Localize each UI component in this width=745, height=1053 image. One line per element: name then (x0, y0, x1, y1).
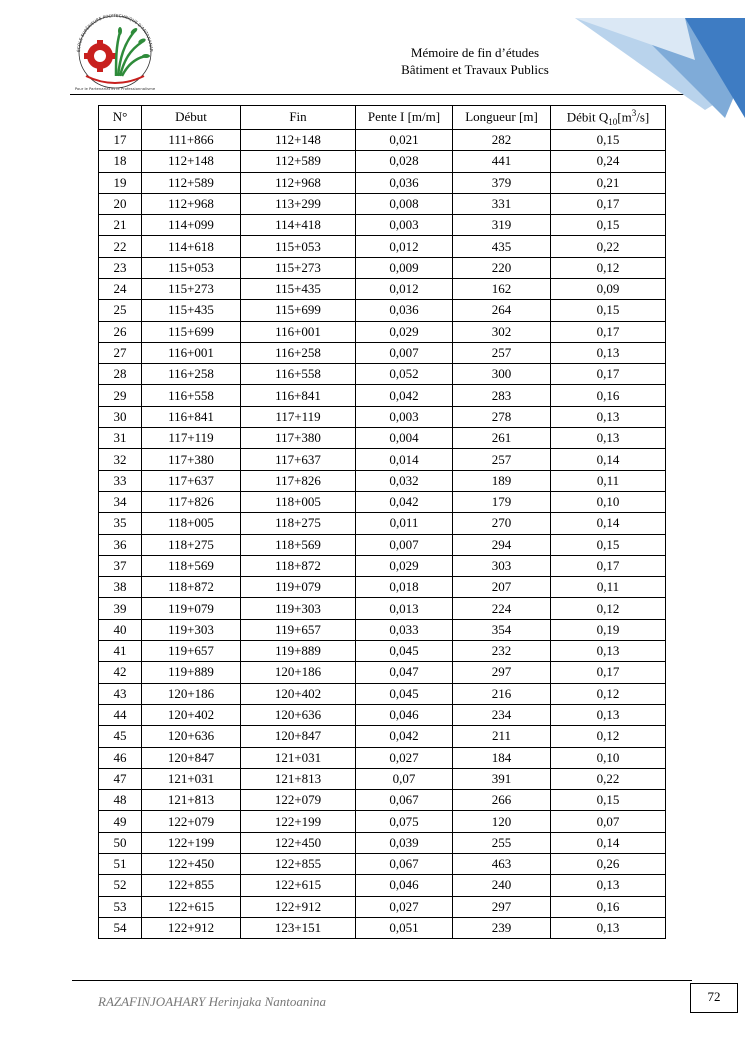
cell-end: 121+031 (241, 747, 356, 768)
cell-start: 115+273 (142, 279, 241, 300)
cell-end: 121+813 (241, 768, 356, 789)
cell-flow: 0,15 (551, 534, 666, 555)
cell-length: 297 (453, 896, 551, 917)
cell-start: 116+558 (142, 385, 241, 406)
cell-length: 184 (453, 747, 551, 768)
cell-start: 119+657 (142, 641, 241, 662)
cell-slope: 0,042 (356, 491, 453, 512)
table-row (99, 513, 666, 534)
table-row (99, 449, 666, 470)
table-row (99, 577, 666, 598)
cell-number: 18 (99, 151, 142, 172)
cell-slope: 0,045 (356, 641, 453, 662)
cell-length: 379 (453, 172, 551, 193)
cell-start: 120+402 (142, 704, 241, 725)
cell-length: 297 (453, 662, 551, 683)
cell-number: 34 (99, 491, 142, 512)
cell-start: 111+866 (142, 129, 241, 150)
cell-number: 37 (99, 555, 142, 576)
cell-end: 119+303 (241, 598, 356, 619)
cell-flow: 0,12 (551, 257, 666, 278)
cell-flow: 0,24 (551, 151, 666, 172)
cell-end: 120+636 (241, 704, 356, 725)
footer-divider (72, 980, 692, 981)
cell-flow: 0,26 (551, 854, 666, 875)
table-row (99, 534, 666, 555)
cell-slope: 0,07 (356, 768, 453, 789)
cell-flow: 0,22 (551, 236, 666, 257)
cell-slope: 0,067 (356, 790, 453, 811)
cell-number: 42 (99, 662, 142, 683)
cell-flow: 0,11 (551, 577, 666, 598)
cell-number: 39 (99, 598, 142, 619)
table-row (99, 193, 666, 214)
cell-length: 300 (453, 364, 551, 385)
cell-flow: 0,21 (551, 172, 666, 193)
cell-slope: 0,051 (356, 917, 453, 938)
document-header (370, 44, 580, 78)
cell-flow: 0,10 (551, 747, 666, 768)
cell-slope: 0,036 (356, 172, 453, 193)
cell-start: 122+199 (142, 832, 241, 853)
cell-end: 122+912 (241, 896, 356, 917)
table-row (99, 129, 666, 150)
cell-length: 294 (453, 534, 551, 555)
cell-number: 31 (99, 428, 142, 449)
cell-number: 35 (99, 513, 142, 534)
cell-slope: 0,075 (356, 811, 453, 832)
cell-start: 112+589 (142, 172, 241, 193)
cell-flow: 0,17 (551, 662, 666, 683)
cell-slope: 0,007 (356, 342, 453, 363)
cell-flow: 0,09 (551, 279, 666, 300)
cell-start: 120+636 (142, 726, 241, 747)
cell-length: 282 (453, 129, 551, 150)
cell-slope: 0,052 (356, 364, 453, 385)
cell-end: 117+826 (241, 470, 356, 491)
cell-start: 115+435 (142, 300, 241, 321)
cell-start: 122+615 (142, 896, 241, 917)
cell-end: 120+186 (241, 662, 356, 683)
cell-start: 117+380 (142, 449, 241, 470)
table-row (99, 257, 666, 278)
cell-length: 120 (453, 811, 551, 832)
cell-slope: 0,027 (356, 896, 453, 917)
cell-start: 112+968 (142, 193, 241, 214)
cell-flow: 0,10 (551, 491, 666, 512)
cell-number: 43 (99, 683, 142, 704)
cell-start: 121+031 (142, 768, 241, 789)
cell-end: 118+569 (241, 534, 356, 555)
cell-slope: 0,045 (356, 683, 453, 704)
cell-slope: 0,003 (356, 406, 453, 427)
cell-number: 23 (99, 257, 142, 278)
cell-flow: 0,17 (551, 321, 666, 342)
cell-flow: 0,11 (551, 470, 666, 491)
table-row (99, 215, 666, 236)
header-line-1: Mémoire de fin d’études (410, 45, 540, 60)
cell-flow: 0,14 (551, 513, 666, 534)
table-row (99, 811, 666, 832)
cell-slope: 0,012 (356, 279, 453, 300)
cell-end: 116+258 (241, 342, 356, 363)
col-header-length: Longueur [m] (453, 106, 551, 130)
cell-slope: 0,027 (356, 747, 453, 768)
cell-number: 28 (99, 364, 142, 385)
cell-end: 120+847 (241, 726, 356, 747)
cell-number: 41 (99, 641, 142, 662)
cell-length: 239 (453, 917, 551, 938)
logo-caption: Pour le Partenariat et le Professionnalisme (74, 86, 156, 91)
cell-slope: 0,046 (356, 704, 453, 725)
table-row (99, 406, 666, 427)
cell-end: 112+968 (241, 172, 356, 193)
cell-end: 117+119 (241, 406, 356, 427)
cell-flow: 0,13 (551, 704, 666, 725)
cell-slope: 0,067 (356, 854, 453, 875)
cell-end: 122+615 (241, 875, 356, 896)
table-body (99, 129, 666, 938)
cell-end: 120+402 (241, 683, 356, 704)
cell-number: 48 (99, 790, 142, 811)
header-line-2: Bâtiment et Travaux Publics (401, 62, 549, 77)
cell-number: 44 (99, 704, 142, 725)
table-row (99, 491, 666, 512)
cell-number: 52 (99, 875, 142, 896)
cell-start: 122+912 (142, 917, 241, 938)
cell-length: 266 (453, 790, 551, 811)
cell-number: 33 (99, 470, 142, 491)
cell-start: 112+148 (142, 151, 241, 172)
cell-slope: 0,003 (356, 215, 453, 236)
cell-number: 51 (99, 854, 142, 875)
cell-length: 441 (453, 151, 551, 172)
cell-length: 234 (453, 704, 551, 725)
cell-slope: 0,008 (356, 193, 453, 214)
cell-end: 116+558 (241, 364, 356, 385)
cell-flow: 0,15 (551, 129, 666, 150)
cell-flow: 0,13 (551, 917, 666, 938)
table-row (99, 704, 666, 725)
table-row (99, 917, 666, 938)
table-row (99, 790, 666, 811)
cell-slope: 0,028 (356, 151, 453, 172)
cell-end: 122+079 (241, 790, 356, 811)
cell-length: 220 (453, 257, 551, 278)
cell-number: 26 (99, 321, 142, 342)
cell-number: 53 (99, 896, 142, 917)
cell-slope: 0,029 (356, 555, 453, 576)
cell-end: 115+053 (241, 236, 356, 257)
cell-end: 118+872 (241, 555, 356, 576)
cell-start: 120+847 (142, 747, 241, 768)
cell-slope: 0,009 (356, 257, 453, 278)
cell-flow: 0,12 (551, 683, 666, 704)
cell-number: 46 (99, 747, 142, 768)
cell-flow: 0,13 (551, 406, 666, 427)
cell-end: 115+699 (241, 300, 356, 321)
table-row (99, 641, 666, 662)
cell-number: 47 (99, 768, 142, 789)
cell-slope: 0,039 (356, 832, 453, 853)
cell-end: 123+151 (241, 917, 356, 938)
table-row (99, 555, 666, 576)
cell-flow: 0,13 (551, 342, 666, 363)
cell-end: 117+380 (241, 428, 356, 449)
cell-flow: 0,19 (551, 619, 666, 640)
table-row (99, 768, 666, 789)
cell-number: 24 (99, 279, 142, 300)
flow-data-table (98, 105, 666, 939)
table-row (99, 726, 666, 747)
cell-flow: 0,17 (551, 193, 666, 214)
table-row (99, 747, 666, 768)
cell-number: 21 (99, 215, 142, 236)
cell-end: 122+855 (241, 854, 356, 875)
cell-end: 118+005 (241, 491, 356, 512)
cell-start: 120+186 (142, 683, 241, 704)
cell-number: 20 (99, 193, 142, 214)
table-row (99, 364, 666, 385)
cell-flow: 0,15 (551, 300, 666, 321)
cell-flow: 0,16 (551, 385, 666, 406)
cell-start: 118+569 (142, 555, 241, 576)
cell-end: 117+637 (241, 449, 356, 470)
cell-length: 189 (453, 470, 551, 491)
table-header-row (99, 106, 666, 130)
cell-start: 115+053 (142, 257, 241, 278)
cell-number: 38 (99, 577, 142, 598)
cell-length: 232 (453, 641, 551, 662)
table-row (99, 854, 666, 875)
table-row (99, 342, 666, 363)
cell-slope: 0,029 (356, 321, 453, 342)
cell-length: 278 (453, 406, 551, 427)
table-row (99, 236, 666, 257)
col-header-start: Début (142, 106, 241, 130)
cell-start: 121+813 (142, 790, 241, 811)
page-number: 72 (690, 983, 738, 1013)
table-row (99, 300, 666, 321)
cell-flow: 0,13 (551, 875, 666, 896)
cell-slope: 0,032 (356, 470, 453, 491)
cell-number: 40 (99, 619, 142, 640)
author-name: RAZAFINJOAHARY Herinjaka Nantoanina (98, 994, 326, 1009)
cell-slope: 0,014 (356, 449, 453, 470)
cell-flow: 0,17 (551, 555, 666, 576)
cell-length: 283 (453, 385, 551, 406)
cell-end: 119+079 (241, 577, 356, 598)
cell-slope: 0,007 (356, 534, 453, 555)
table-row (99, 896, 666, 917)
cell-flow: 0,16 (551, 896, 666, 917)
cell-number: 32 (99, 449, 142, 470)
cell-end: 114+418 (241, 215, 356, 236)
cell-slope: 0,042 (356, 726, 453, 747)
cell-end: 115+273 (241, 257, 356, 278)
cell-flow: 0,12 (551, 726, 666, 747)
cell-start: 114+618 (142, 236, 241, 257)
cell-start: 117+119 (142, 428, 241, 449)
cell-length: 319 (453, 215, 551, 236)
cell-length: 179 (453, 491, 551, 512)
cell-length: 255 (453, 832, 551, 853)
cell-length: 270 (453, 513, 551, 534)
cell-end: 113+299 (241, 193, 356, 214)
cell-slope: 0,036 (356, 300, 453, 321)
cell-start: 118+275 (142, 534, 241, 555)
cell-length: 257 (453, 342, 551, 363)
cell-end: 122+450 (241, 832, 356, 853)
cell-number: 36 (99, 534, 142, 555)
table-row (99, 151, 666, 172)
cell-length: 302 (453, 321, 551, 342)
cell-end: 112+589 (241, 151, 356, 172)
col-header-end: Fin (241, 106, 356, 130)
cell-start: 115+699 (142, 321, 241, 342)
cell-start: 118+005 (142, 513, 241, 534)
col-header-number: N° (99, 106, 142, 130)
cell-slope: 0,011 (356, 513, 453, 534)
cell-slope: 0,042 (356, 385, 453, 406)
table-row (99, 385, 666, 406)
cell-length: 331 (453, 193, 551, 214)
cell-start: 116+001 (142, 342, 241, 363)
cell-start: 122+450 (142, 854, 241, 875)
cell-end: 118+275 (241, 513, 356, 534)
cell-flow: 0,22 (551, 768, 666, 789)
cell-end: 119+889 (241, 641, 356, 662)
table-row (99, 662, 666, 683)
cell-flow: 0,14 (551, 832, 666, 853)
cell-start: 114+099 (142, 215, 241, 236)
cell-start: 122+079 (142, 811, 241, 832)
cell-length: 354 (453, 619, 551, 640)
cell-flow: 0,15 (551, 790, 666, 811)
cell-slope: 0,047 (356, 662, 453, 683)
cell-start: 118+872 (142, 577, 241, 598)
cell-length: 240 (453, 875, 551, 896)
cell-start: 117+637 (142, 470, 241, 491)
cell-length: 261 (453, 428, 551, 449)
cell-number: 27 (99, 342, 142, 363)
cell-slope: 0,012 (356, 236, 453, 257)
cell-end: 119+657 (241, 619, 356, 640)
col-header-flow: Débit $Q_{10}[m^3/s]$ (551, 106, 666, 130)
cell-start: 119+889 (142, 662, 241, 683)
table-row (99, 428, 666, 449)
cell-start: 117+826 (142, 491, 241, 512)
cell-slope: 0,013 (356, 598, 453, 619)
cell-flow: 0,17 (551, 364, 666, 385)
cell-length: 211 (453, 726, 551, 747)
cell-flow: 0,15 (551, 215, 666, 236)
cell-number: 45 (99, 726, 142, 747)
col-header-slope: Pente I [m/m] (356, 106, 453, 130)
cell-end: 116+001 (241, 321, 356, 342)
cell-number: 25 (99, 300, 142, 321)
cell-number: 30 (99, 406, 142, 427)
cell-flow: 0,13 (551, 641, 666, 662)
cell-end: 112+148 (241, 129, 356, 150)
table-row (99, 832, 666, 853)
cell-start: 116+841 (142, 406, 241, 427)
cell-start: 119+079 (142, 598, 241, 619)
cell-length: 216 (453, 683, 551, 704)
cell-number: 49 (99, 811, 142, 832)
cell-length: 303 (453, 555, 551, 576)
cell-length: 391 (453, 768, 551, 789)
cell-start: 122+855 (142, 875, 241, 896)
cell-number: 29 (99, 385, 142, 406)
cell-slope: 0,018 (356, 577, 453, 598)
cell-length: 435 (453, 236, 551, 257)
cell-start: 119+303 (142, 619, 241, 640)
table-row (99, 470, 666, 491)
table-row (99, 619, 666, 640)
cell-end: 122+199 (241, 811, 356, 832)
table-row (99, 279, 666, 300)
cell-length: 207 (453, 577, 551, 598)
cell-length: 224 (453, 598, 551, 619)
cell-start: 116+258 (142, 364, 241, 385)
cell-number: 50 (99, 832, 142, 853)
table-row (99, 172, 666, 193)
cell-length: 463 (453, 854, 551, 875)
logo-arc-text: ÉCOLE SUPÉRIEURE POLYTECHNIQUE D'ANTANANAR (75, 12, 155, 53)
svg-text:ÉCOLE SUPÉRIEURE POLYTECHNIQUE (70, 10, 154, 52)
cell-flow: 0,12 (551, 598, 666, 619)
cell-slope: 0,004 (356, 428, 453, 449)
cell-number: 22 (99, 236, 142, 257)
table-row (99, 683, 666, 704)
cell-number: 17 (99, 129, 142, 150)
cell-slope: 0,046 (356, 875, 453, 896)
cell-flow: 0,07 (551, 811, 666, 832)
cell-end: 115+435 (241, 279, 356, 300)
cell-number: 54 (99, 917, 142, 938)
school-logo (70, 10, 160, 94)
table-row (99, 875, 666, 896)
cell-number: 19 (99, 172, 142, 193)
cell-length: 162 (453, 279, 551, 300)
cell-slope: 0,021 (356, 129, 453, 150)
cell-slope: 0,033 (356, 619, 453, 640)
cell-length: 264 (453, 300, 551, 321)
cell-flow: 0,13 (551, 428, 666, 449)
table-row (99, 321, 666, 342)
cell-length: 257 (453, 449, 551, 470)
cell-end: 116+841 (241, 385, 356, 406)
cell-flow: 0,14 (551, 449, 666, 470)
table-row (99, 598, 666, 619)
